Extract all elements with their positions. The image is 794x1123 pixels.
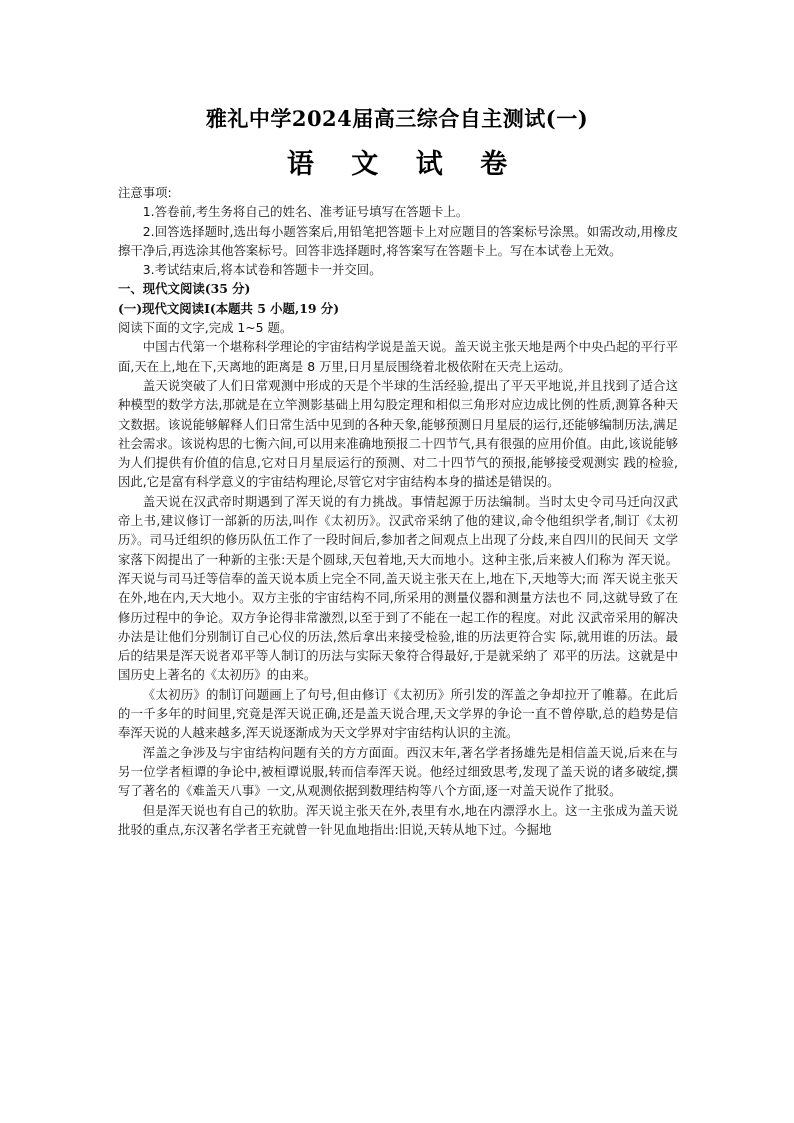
notice-item: 3.考试结束后,将本试卷和答题卡一并交回。 (142, 262, 382, 278)
notice-heading: 注意事项: (118, 185, 172, 200)
subject-title: 语 文 试 卷 (286, 149, 522, 180)
reading-instruction: 阅读下面的文字,完成 1~5 题。 (118, 320, 293, 336)
passage-paragraph: 浑盖之争涉及与宇宙结构问题有关的方方面面。西汉末年,著名学者扬雄先是相信盖天说,后来在与另一位学者桓谭的争论中,被桓谭说服,转而信奉浑天说。他经过细致思考,发现了盖天说的诸多破绽,撰写了著名的《难盖天八事》一文,从观测依据到数理结构等八个方面,逐一对盖天说作了批驳。 (118, 744, 678, 799)
section-heading: 一、现代文阅读(35 分) (118, 281, 251, 297)
notice-item: 2.回答选择题时,选出每小题答案后,用铅笔把答题卡上对应题目的答案标号涂黑。如需改动,用橡皮擦干净后,再选涂其他答案标号。回答非选择题时,将答案写在答题卡上。写在本试卷上无效。 (118, 223, 678, 258)
passage-paragraph: 盖天说在汉武帝时期遇到了浑天说的有力挑战。事情起源于历法编制。当时太史令司马迁向汉武 帝上书,建议修订一部新的历法,叫作《太初历》。汉武帝采纳了他的建议,命令他组织学者,制订《太初历》。司马迁组织的修历队伍工作了一段时间后,参加者之间观点上出现了分歧,来自四川的民间天 文学家落下闳提出了一种新的主张:天是个圆球,天包着地,天大而地小。这种主张,后来被人们称为 浑天说。浑天说与司马迁等信奉的盖天说本质上完全不同,盖天说主张天在上,地在下,天地等大;而 浑天说主张天在外,地在内,天大地小。双方主张的宇宙结构不同,所采用的测量仪器和测量方法也不 同,这就导致了在修历过程中的争论。双方争论得非常激烈,以至于到了不能在一起工作的程度。对此 汉武帝采用的解决办法是让他们分别制订自己心仪的历法,然后拿出来接受检验,谁的历法更符合实 际,就用谁的历法。最后的结果是浑天说者邓平等人制订的历法与实际天象符合得最好,于是就采纳了 邓平的历法。这就是中国历史上著名的《太初历》的由来。 (118, 493, 678, 683)
passage-paragraph: 中国古代第一个堪称科学理论的宇宙结构学说是盖天说。盖天说主张天地是两个中央凸起的平行平面,天在上,地在下,天离地的距离是 8 万里,日月星辰围绕着北极依附在天壳上运动。 (118, 339, 678, 374)
passage-paragraph: 但是浑天说也有自己的软肋。浑天说主张天在外,表里有水,地在内漂浮水上。这一主张成为盖天说批驳的重点,东汉著名学者王充就曾一针见血地指出:旧说,天转从地下过。今掘地 (118, 802, 678, 837)
notice-item: 1.答卷前,考生务将自己的姓名、准考证号填写在答题卡上。 (142, 204, 469, 220)
document-body (118, 183, 678, 839)
exam-title: 雅礼中学2024届高三综合自主测试(一) (205, 106, 589, 131)
section-subheading: (一)现代文阅读Ⅰ(本题共 5 小题,19 分) (118, 300, 340, 316)
passage-paragraph: 《太初历》的制订问题画上了句号,但由修订《太初历》所引发的浑盖之争却拉开了帷幕。在此后的一千多年的时间里,究竟是浑天说正确,还是盖天说合理,天文学界的争论一直不曾停歇,总的趋势是信奉浑天说的人越来越多,浑天说逐渐成为天文学界对宇宙结构认识的主流。 (118, 686, 678, 741)
passage-paragraph: 盖天说突破了人们日常观测中形成的天是个半球的生活经验,提出了平天平地说,并且找到了适合这种模型的数学方法,那就是在立竿测影基础上用勾股定理和相似三角形对应边成比例的性质,测算各种天文数据。该说能够解释人们日常生活中见到的各种天象,能够预测日月星辰的运行,还能够编制历法,满足社会需求。该说构思的七衡六间,可以用来准确地预报二十四节气,具有很强的应用价值。由此,该说能够为人们提供有价值的信息,它对日月星辰运行的预测、对二十四节气的预报,能够接受观测实 践的检验,因此,它是富有科学意义的宇宙结构理论,尽管它对宇宙结构本身的描述是错误的。 (118, 377, 678, 490)
